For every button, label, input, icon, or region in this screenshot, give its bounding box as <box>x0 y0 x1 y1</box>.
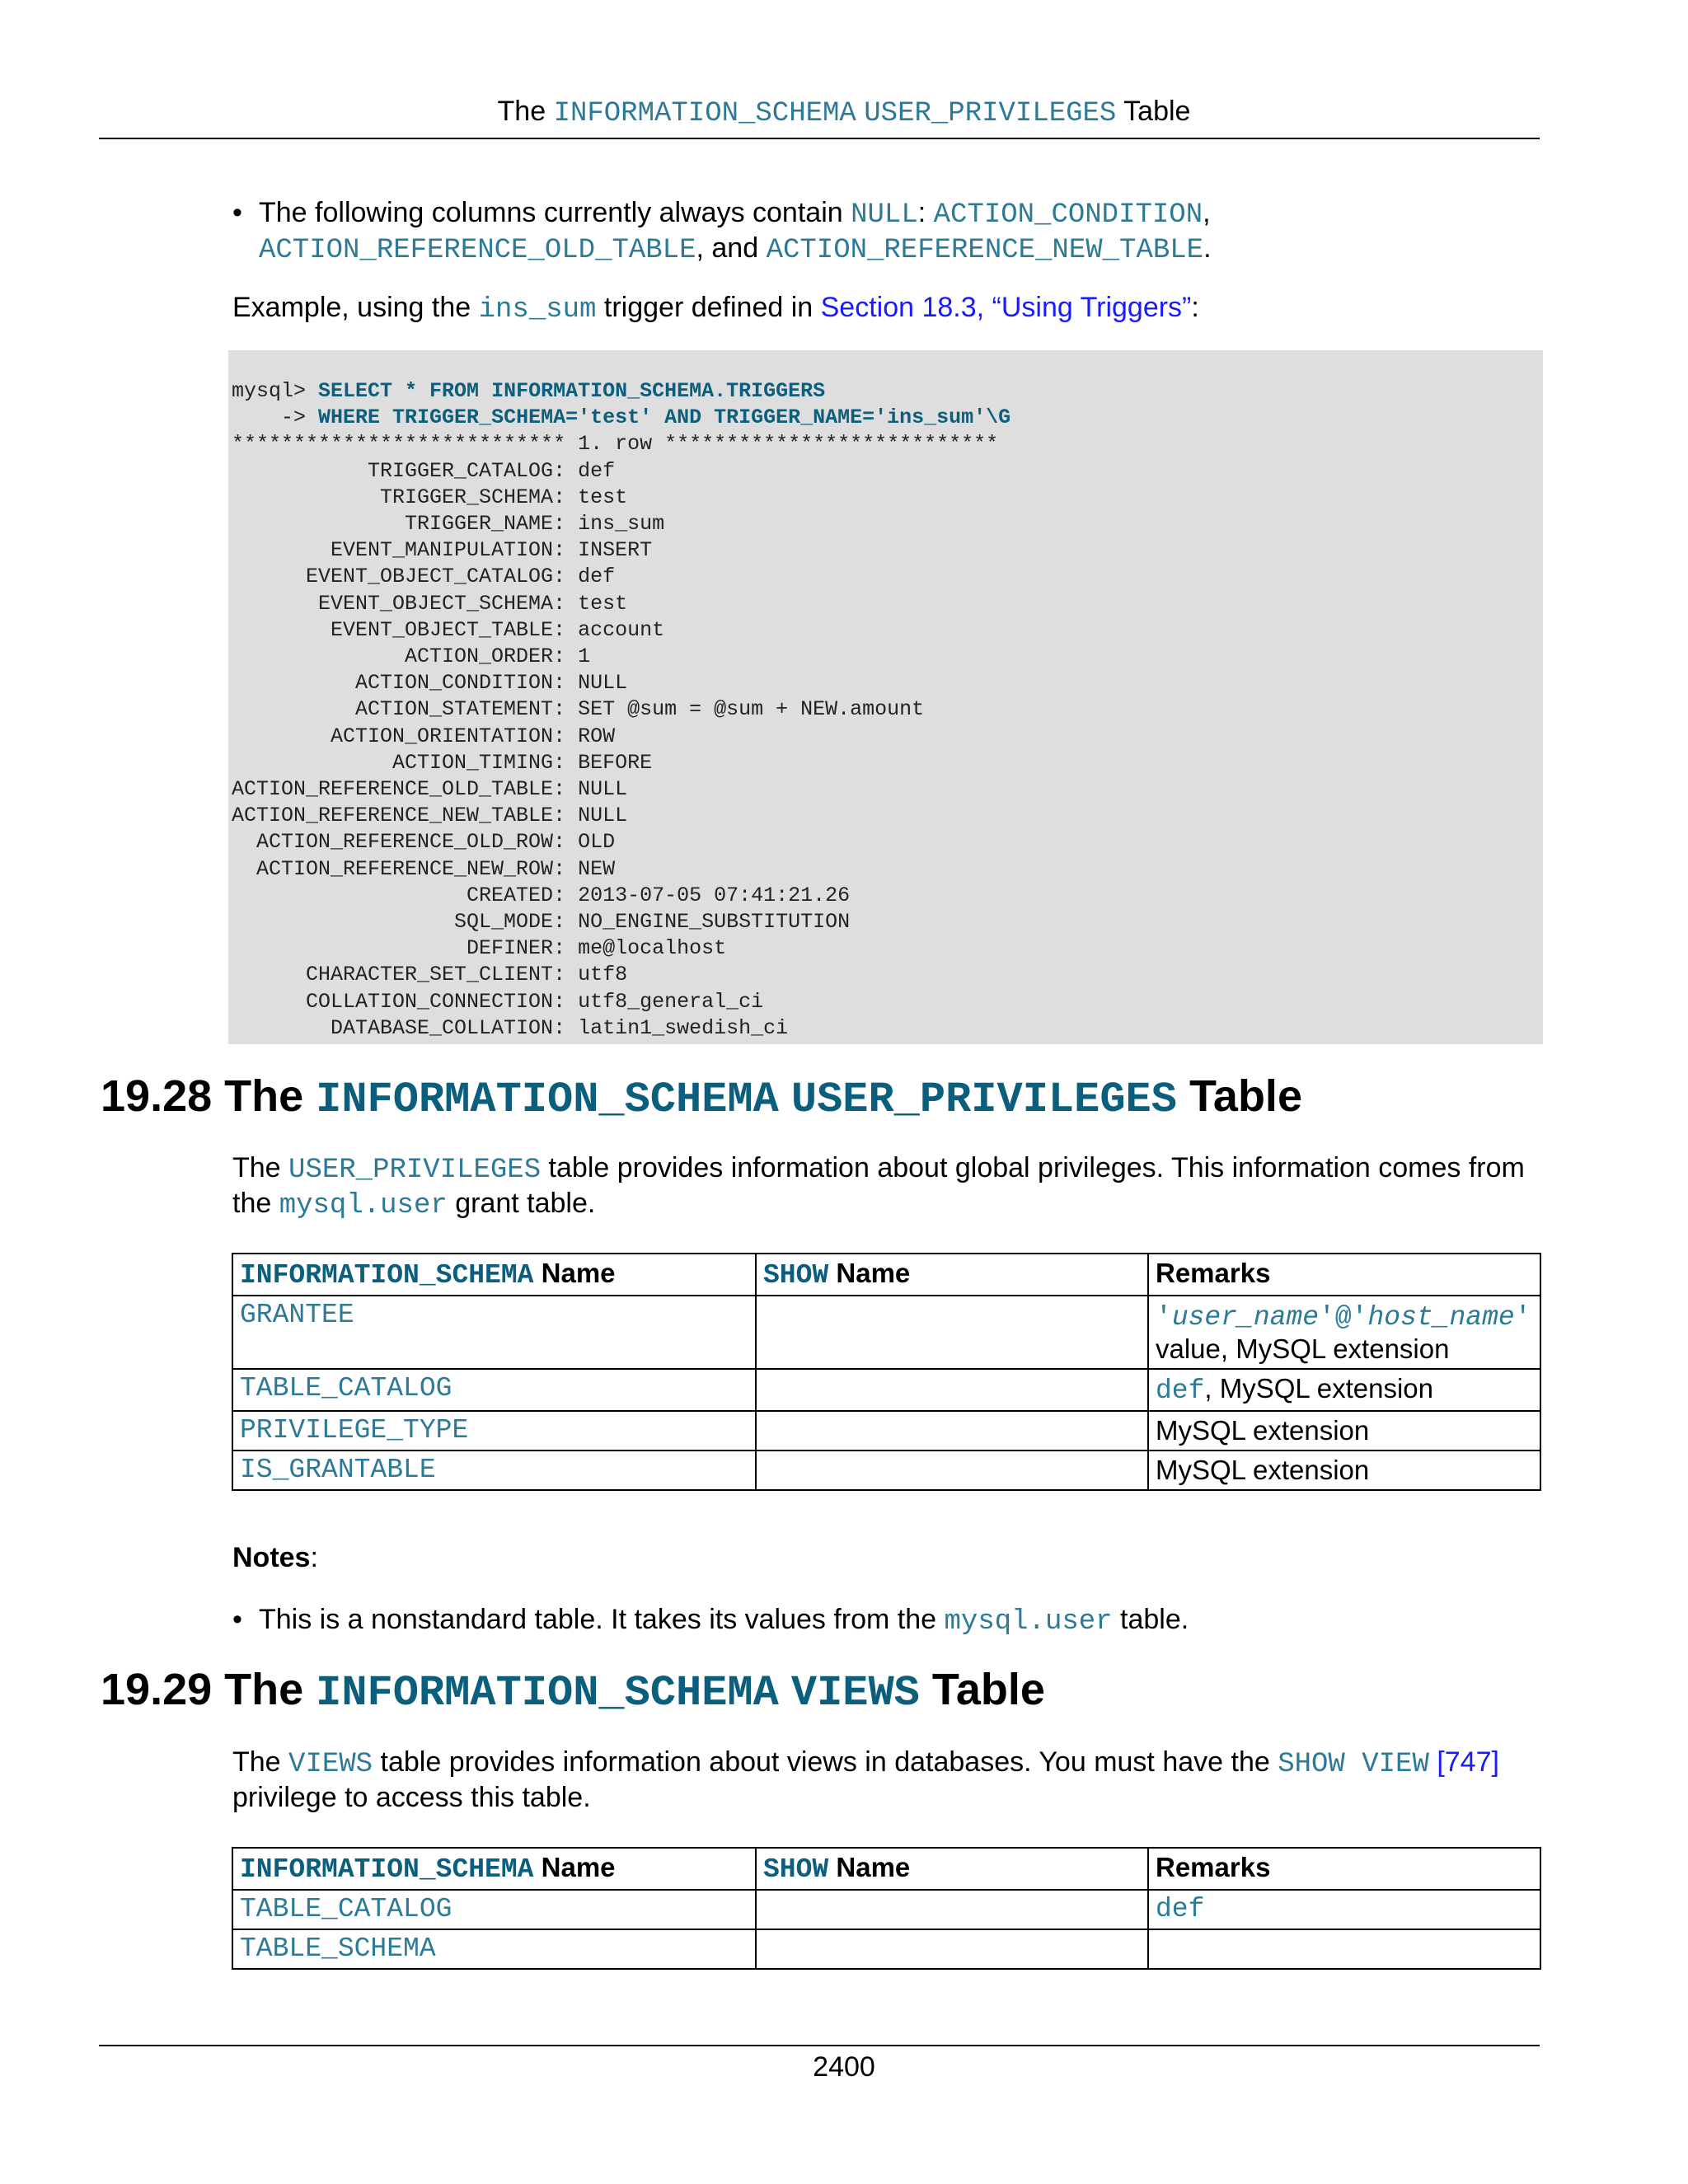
col-information-schema-name: INFORMATION_SCHEMA Name <box>232 1254 756 1296</box>
user-privileges-table <box>232 1253 1541 1491</box>
cell-name: IS_GRANTABLE <box>232 1451 756 1490</box>
section-title-19-29: 19.29 The INFORMATION_SCHEMA VIEWS Table <box>101 1665 1045 1718</box>
table-row <box>232 1929 1540 1969</box>
views-description: The VIEWS table provides information about views in databases. You must have the SHOW VIEW [747] privilege to access this table. <box>232 1746 1499 1813</box>
cell-remarks: 'user_name'@'host_name' value, MySQL extension <box>1148 1296 1540 1369</box>
cell-show <box>756 1929 1148 1969</box>
col-remarks: Remarks <box>1148 1254 1540 1296</box>
col-show-name: SHOW Name <box>756 1254 1148 1296</box>
running-header: The INFORMATION_SCHEMA USER_PRIVILEGES Table <box>497 96 1191 129</box>
cell-show <box>756 1890 1148 1929</box>
col-show-name: SHOW Name <box>756 1848 1148 1890</box>
cell-name: TABLE_CATALOG <box>232 1890 756 1929</box>
privilege-link[interactable]: [747] <box>1437 1746 1499 1778</box>
cell-remarks <box>1148 1929 1540 1969</box>
table-header-row <box>232 1848 1540 1890</box>
cell-name: TABLE_SCHEMA <box>232 1929 756 1969</box>
table-row <box>232 1296 1540 1369</box>
cell-show <box>756 1369 1148 1411</box>
views-table <box>232 1847 1541 1970</box>
cell-name: PRIVILEGE_TYPE <box>232 1411 756 1451</box>
section-title-19-28: 19.28 The INFORMATION_SCHEMA USER_PRIVILEGES Table <box>101 1071 1302 1124</box>
cell-remarks: MySQL extension <box>1148 1411 1540 1451</box>
note-bullet: • This is a nonstandard table. It takes its values from the mysql.user table. <box>232 1604 1189 1638</box>
user-privileges-description: The USER_PRIVILEGES table provides information about global privileges. This information comes from the mysql.user grant table. <box>232 1152 1525 1221</box>
cell-show <box>756 1451 1148 1490</box>
table-row <box>232 1369 1540 1411</box>
page-number: 2400 <box>813 2051 875 2083</box>
col-remarks: Remarks <box>1148 1848 1540 1890</box>
footer-rule <box>99 2045 1540 2046</box>
notes-label: Notes: <box>232 1542 318 1573</box>
col-information-schema-name: INFORMATION_SCHEMA Name <box>232 1848 756 1890</box>
table-row <box>232 1451 1540 1490</box>
cell-remarks: def <box>1148 1890 1540 1929</box>
code-output: *************************** 1. row *************************** TRIGGER_CATALOG: def TRIGGER_SCHEMA: test TRIGGER_NAME: ins_sum EVENT_MANIPULATION: INSERT EVENT_OBJECT_CATALOG: def EVENT_OBJECT_SCHEMA: test EVENT_OBJECT_TABLE: account ACTION_ORDER: 1 ACTION_CONDITION: NULL ACTION_STATEMENT: SET @sum = @sum + NEW.amount ACTION_ORIENTATION: ROW ACTION_TIMING: BEFORE ACTION_REFERENCE_OLD_TABLE: NULL ACTION_REFERENCE_NEW_TABLE: NULL ACTION_REFERENCE_OLD_ROW: OLD ACTION_REFERENCE_NEW_ROW: NEW CREATED: 2013-07-05 07:41:21.26 SQL_MODE: NO_ENGINE_SUBSTITUTION DEFINER: me@localhost CHARACTER_SET_CLIENT: utf8 COLLATION_CONNECTION: utf8_general_ci DATABASE_COLLATION: latin1_swedish_ci <box>232 432 999 1040</box>
cell-show <box>756 1296 1148 1369</box>
section-link[interactable]: Section 18.3, “Using Triggers” <box>820 292 1192 323</box>
table-row <box>232 1411 1540 1451</box>
cell-remarks: MySQL extension <box>1148 1451 1540 1490</box>
cell-name: TABLE_CATALOG <box>232 1369 756 1411</box>
table-row <box>232 1890 1540 1929</box>
example-intro: Example, using the ins_sum trigger defined in Section 18.3, “Using Triggers”: <box>232 292 1199 326</box>
cell-name: GRANTEE <box>232 1296 756 1369</box>
cell-show <box>756 1411 1148 1451</box>
bullet-null-columns: • The following columns currently always contain NULL: ACTION_CONDITION, ACTION_REFERENCE_OLD_TABLE, and ACTION_REFERENCE_NEW_TABLE. <box>232 197 1212 266</box>
cell-remarks: def, MySQL extension <box>1148 1369 1540 1411</box>
header-rule <box>99 138 1540 139</box>
code-example: mysql> SELECT * FROM INFORMATION_SCHEMA.TRIGGERS -> WHERE TRIGGER_SCHEMA='test' AND TRIGGER_NAME='ins_sum'\G *************************** 1. row *************************** TRIGGER_CATALOG: def TRIGGER_SCHEMA: test TRIGGER_NAME: ins_sum EVENT_MANIPULATION: INSERT EVENT_OBJECT_CATALOG: def EVENT_OBJECT_SCHEMA: test EVENT_OBJECT_TABLE: account ACTION_ORDER: 1 ACTION_CONDITION: NULL ACTION_STATEMENT: SET @sum = @sum + NEW.amount ACTION_ORIENTATION: ROW ACTION_TIMING: BEFORE ACTION_REFERENCE_OLD_TABLE: NULL ACTION_REFERENCE_NEW_TABLE: NULL ACTION_REFERENCE_OLD_ROW: OLD ACTION_REFERENCE_NEW_ROW: NEW CREATED: 2013-07-05 07:41:21.26 SQL_MODE: NO_ENGINE_SUBSTITUTION DEFINER: me@localhost CHARACTER_SET_CLIENT: utf8 COLLATION_CONNECTION: utf8_general_ci DATABASE_COLLATION: latin1_swedish_ci <box>228 350 1543 1044</box>
table-header-row <box>232 1254 1540 1296</box>
